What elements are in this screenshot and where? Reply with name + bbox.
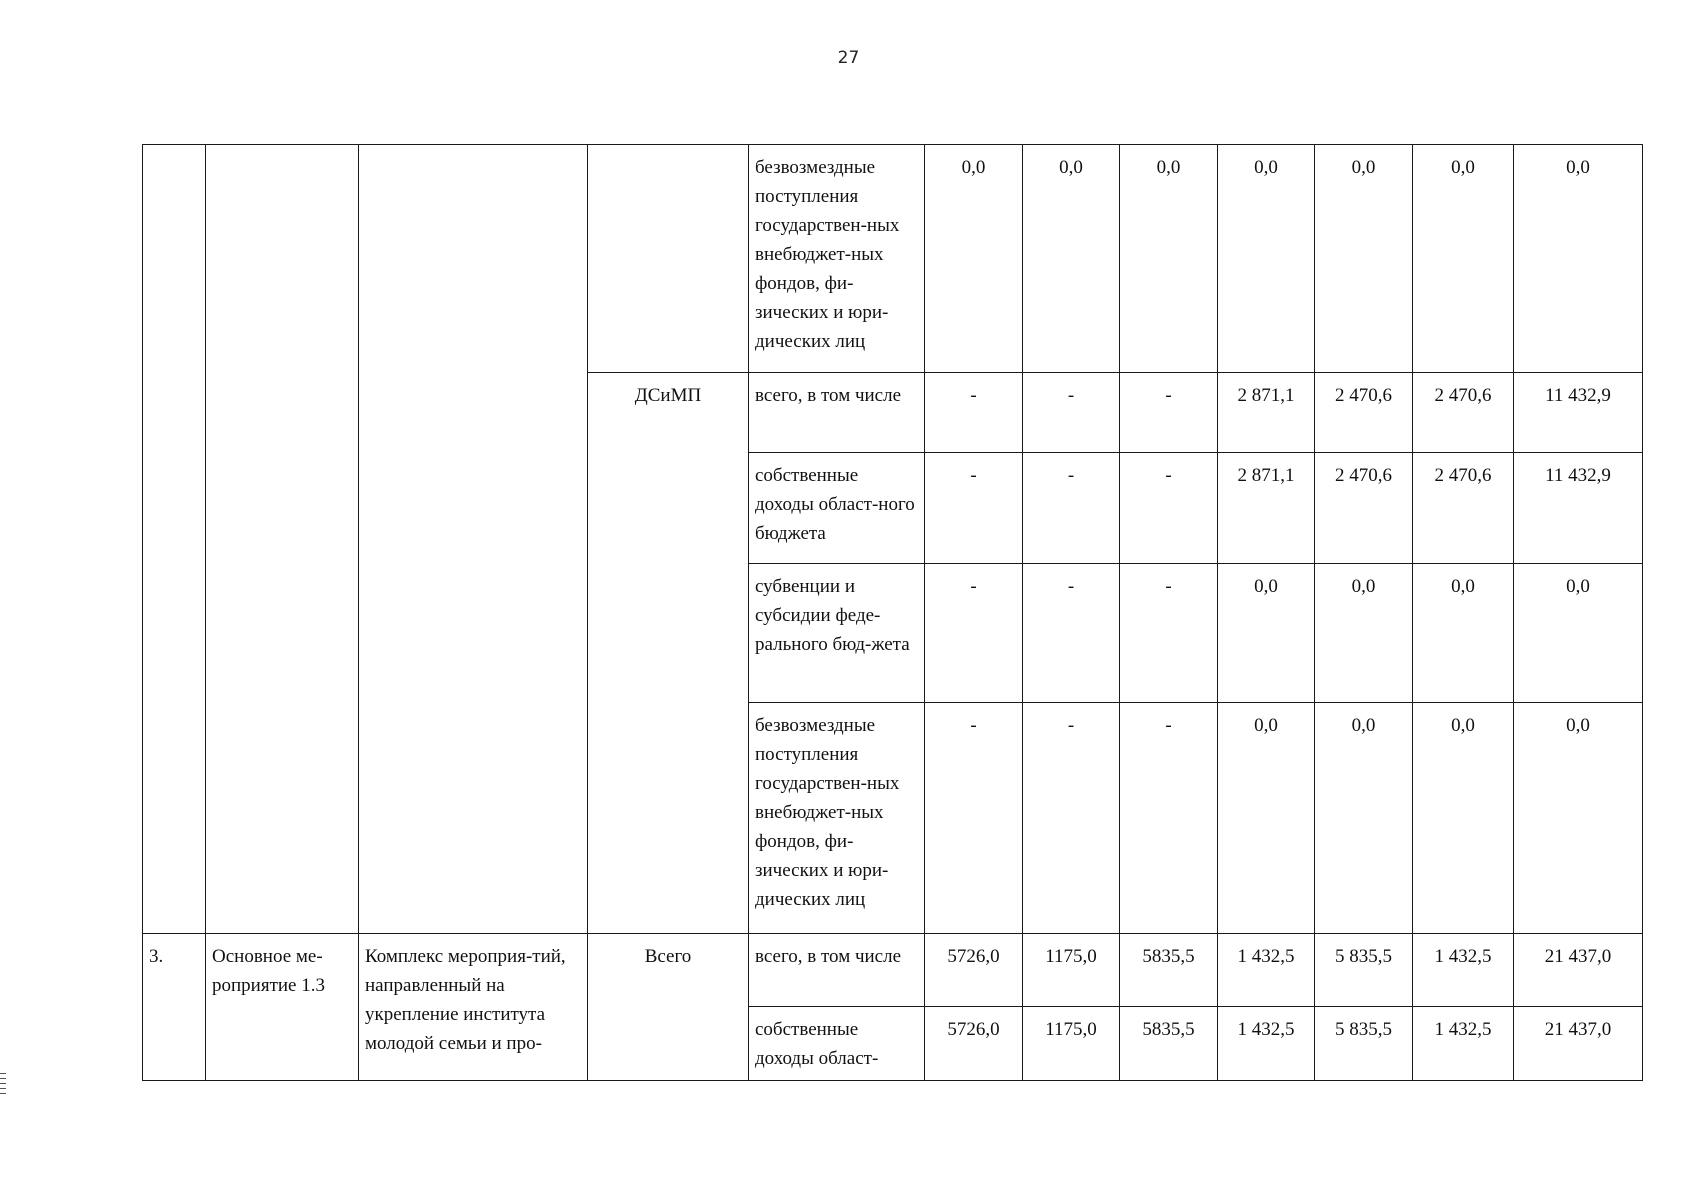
value-cell: - (1120, 453, 1218, 564)
value-cell: 0,0 (1218, 703, 1315, 934)
value-cell: 5835,5 (1120, 1007, 1218, 1081)
value-cell: 0,0 (1514, 145, 1643, 373)
name-cell (206, 145, 359, 934)
value-cell: 5 835,5 (1315, 1007, 1413, 1081)
value-cell: 2 470,6 (1413, 373, 1514, 453)
value-cell: 0,0 (1315, 564, 1413, 703)
value-cell: 0,0 (1413, 564, 1514, 703)
category-cell: собственные доходы област-ного бюджета (749, 453, 925, 564)
value-cell: 0,0 (1514, 564, 1643, 703)
value-cell: 1 432,5 (1413, 934, 1514, 1007)
value-cell: - (1023, 453, 1120, 564)
value-cell: - (1023, 703, 1120, 934)
value-cell: 0,0 (1218, 145, 1315, 373)
table-row (143, 934, 1643, 1007)
value-cell: - (1120, 564, 1218, 703)
value-cell: - (925, 373, 1023, 453)
value-cell: 2 470,6 (1413, 453, 1514, 564)
category-cell: всего, в том числе (749, 934, 925, 1007)
value-cell: 1 432,5 (1218, 1007, 1315, 1081)
value-cell: 2 871,1 (1218, 453, 1315, 564)
value-cell: 1 432,5 (1218, 934, 1315, 1007)
value-cell: 0,0 (1413, 703, 1514, 934)
value-cell: 0,0 (1315, 703, 1413, 934)
number-cell: 3. (143, 934, 206, 1081)
value-cell: 21 437,0 (1514, 934, 1643, 1007)
value-cell: 1175,0 (1023, 934, 1120, 1007)
value-cell: 5726,0 (925, 1007, 1023, 1081)
value-cell: 0,0 (1413, 145, 1514, 373)
value-cell: 1 432,5 (1413, 1007, 1514, 1081)
scan-margin-marks (0, 1073, 6, 1098)
description-cell: Комплекс мероприя-тий, направленный на укрепление института молодой семьи и про- (359, 934, 588, 1081)
value-cell: 2 470,6 (1315, 453, 1413, 564)
value-cell: 1175,0 (1023, 1007, 1120, 1081)
description-cell (359, 145, 588, 934)
value-cell: 0,0 (1120, 145, 1218, 373)
value-cell: 0,0 (1315, 145, 1413, 373)
value-cell: 5835,5 (1120, 934, 1218, 1007)
category-cell: всего, в том числе (749, 373, 925, 453)
value-cell: - (925, 703, 1023, 934)
category-cell: субвенции и субсидии феде-рального бюд-жета (749, 564, 925, 703)
value-cell: - (925, 453, 1023, 564)
table-row (143, 145, 1643, 373)
value-cell: 2 470,6 (1315, 373, 1413, 453)
name-cell: Основное ме-роприятие 1.3 (206, 934, 359, 1081)
category-cell: безвозмездные поступления государствен-ных внебюджет-ных фондов, фи-зических и юри-дических лиц (749, 145, 925, 373)
value-cell: 21 437,0 (1514, 1007, 1643, 1081)
value-cell: - (1120, 373, 1218, 453)
source-cell: ДСиМП (588, 373, 749, 934)
page-number: 27 (837, 48, 860, 68)
value-cell: - (1023, 564, 1120, 703)
budget-table (142, 144, 1643, 1081)
value-cell: - (925, 564, 1023, 703)
source-cell (588, 145, 749, 373)
source-cell: Всего (588, 934, 749, 1081)
value-cell: - (1023, 373, 1120, 453)
value-cell: 5 835,5 (1315, 934, 1413, 1007)
value-cell: 5726,0 (925, 934, 1023, 1007)
value-cell: 0,0 (1218, 564, 1315, 703)
category-cell: безвозмездные поступления государствен-ных внебюджет-ных фондов, фи-зических и юри-дических лиц (749, 703, 925, 934)
value-cell: 0,0 (1023, 145, 1120, 373)
value-cell: 0,0 (925, 145, 1023, 373)
value-cell: 0,0 (1514, 703, 1643, 934)
value-cell: - (1120, 703, 1218, 934)
value-cell: 11 432,9 (1514, 453, 1643, 564)
number-cell (143, 145, 206, 934)
value-cell: 2 871,1 (1218, 373, 1315, 453)
category-cell: собственные доходы област- (749, 1007, 925, 1081)
value-cell: 11 432,9 (1514, 373, 1643, 453)
